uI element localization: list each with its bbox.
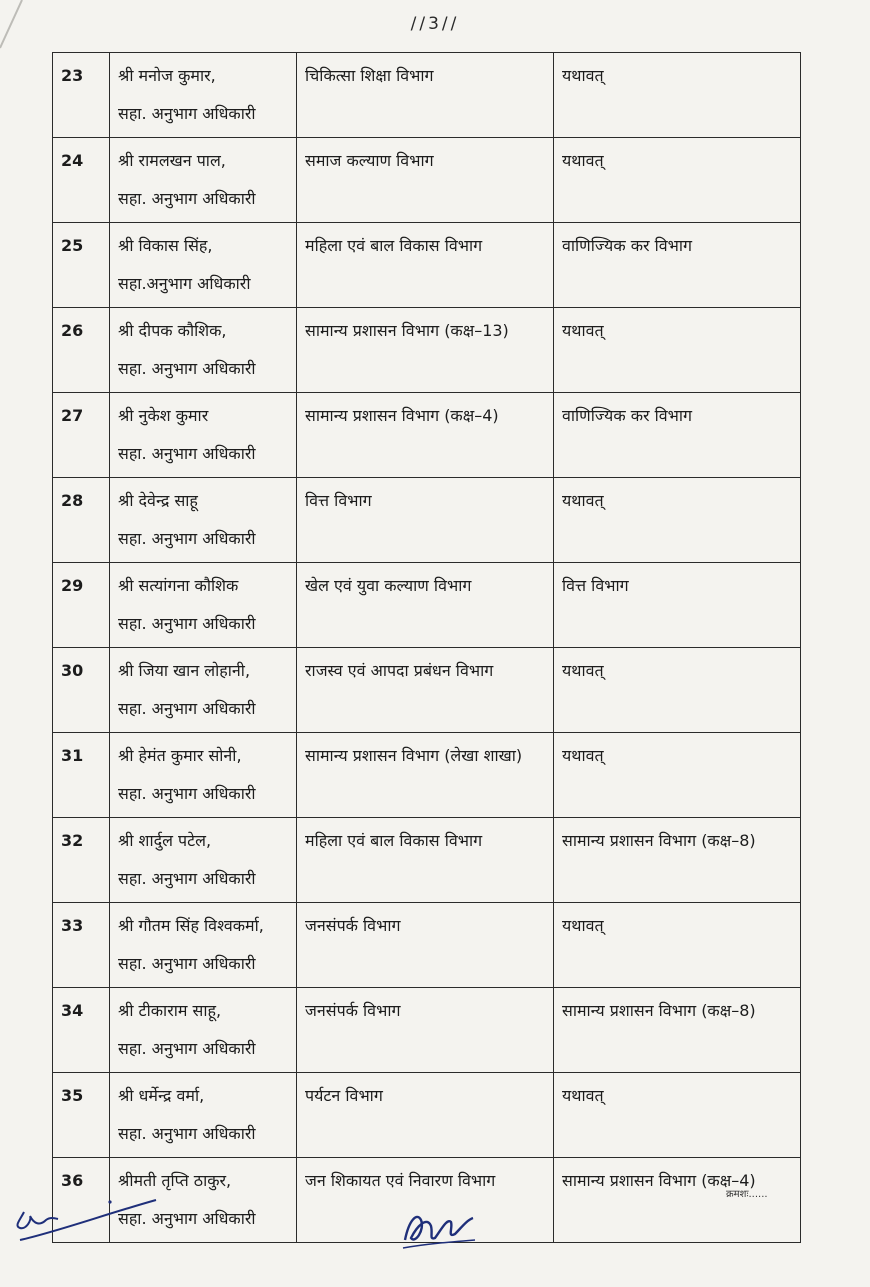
current-department: सामान्य प्रशासन विभाग (कक्ष–13) (297, 308, 554, 393)
posted-department: यथावत् (554, 648, 801, 733)
current-department: राजस्व एवं आपदा प्रबंधन विभाग (297, 648, 554, 733)
serial-number: 25 (53, 223, 110, 308)
officer-cell (110, 648, 297, 733)
current-department: जनसंपर्क विभाग (297, 988, 554, 1073)
officer-cell (110, 818, 297, 903)
serial-number: 36 (53, 1158, 110, 1243)
current-department: जन शिकायत एवं निवारण विभाग (297, 1158, 554, 1243)
officer-designation: सहा. अनुभाग अधिकारी (118, 1039, 256, 1058)
current-department: महिला एवं बाल विकास विभाग (297, 818, 554, 903)
serial-number: 29 (53, 563, 110, 648)
posted-department: सामान्य प्रशासन विभाग (कक्ष–8) (554, 818, 801, 903)
current-department: समाज कल्याण विभाग (297, 138, 554, 223)
serial-number: 23 (53, 53, 110, 138)
current-department: जनसंपर्क विभाग (297, 903, 554, 988)
officer-designation: सहा. अनुभाग अधिकारी (118, 104, 256, 123)
officer-name: श्री नुकेश कुमार (118, 406, 209, 425)
table-row (53, 393, 801, 478)
serial-number: 31 (53, 733, 110, 818)
officer-cell (110, 223, 297, 308)
officer-name: श्री सत्यांगना कौशिक (118, 576, 239, 595)
officer-name: श्री मनोज कुमार, (118, 66, 216, 85)
posted-department: यथावत् (554, 53, 801, 138)
officer-cell (110, 903, 297, 988)
posted-department: यथावत् (554, 478, 801, 563)
table-row (53, 53, 801, 138)
table-row (53, 478, 801, 563)
serial-number: 32 (53, 818, 110, 903)
officer-cell (110, 478, 297, 563)
current-department: खेल एवं युवा कल्याण विभाग (297, 563, 554, 648)
table-row (53, 563, 801, 648)
posted-department: वाणिज्यिक कर विभाग (554, 393, 801, 478)
table-row (53, 648, 801, 733)
officer-designation: सहा. अनुभाग अधिकारी (118, 869, 256, 888)
officer-designation: सहा. अनुभाग अधिकारी (118, 529, 256, 548)
officer-name: श्री धर्मेन्द्र वर्मा, (118, 1086, 205, 1105)
officer-designation: सहा. अनुभाग अधिकारी (118, 699, 256, 718)
signature-center (395, 1200, 485, 1260)
posted-department: यथावत् (554, 903, 801, 988)
officer-cell (110, 1073, 297, 1158)
officer-designation: सहा. अनुभाग अधिकारी (118, 954, 256, 973)
officer-name: श्री देवेन्द्र साहू (118, 491, 198, 510)
serial-number: 24 (53, 138, 110, 223)
table-row (53, 308, 801, 393)
page-number: //3// (410, 14, 460, 34)
officer-cell (110, 563, 297, 648)
table-row (53, 138, 801, 223)
current-department: सामान्य प्रशासन विभाग (लेखा शाखा) (297, 733, 554, 818)
table-row (53, 903, 801, 988)
table-row (53, 733, 801, 818)
officer-name: श्री शार्दुल पटेल, (118, 831, 212, 850)
current-department: चिकित्सा शिक्षा विभाग (297, 53, 554, 138)
officer-name: श्री विकास सिंह, (118, 236, 213, 255)
serial-number: 35 (53, 1073, 110, 1158)
posted-department: सामान्य प्रशासन विभाग (कक्ष–4) (554, 1158, 801, 1243)
serial-number: 34 (53, 988, 110, 1073)
current-department: सामान्य प्रशासन विभाग (कक्ष–4) (297, 393, 554, 478)
officer-name: श्री टीकाराम साहू, (118, 1001, 222, 1020)
officer-designation: सहा. अनुभाग अधिकारी (118, 359, 256, 378)
serial-number: 28 (53, 478, 110, 563)
table-row (53, 988, 801, 1073)
posted-department: वित्त विभाग (554, 563, 801, 648)
table-row (53, 818, 801, 903)
officer-cell (110, 393, 297, 478)
serial-number: 26 (53, 308, 110, 393)
table-row (53, 1073, 801, 1158)
posted-department: सामान्य प्रशासन विभाग (कक्ष–8) (554, 988, 801, 1073)
current-department: महिला एवं बाल विकास विभाग (297, 223, 554, 308)
current-department: वित्त विभाग (297, 478, 554, 563)
transfer-table (52, 52, 801, 1243)
officer-designation: सहा. अनुभाग अधिकारी (118, 1124, 256, 1143)
signature-left (6, 1190, 166, 1255)
table-row (53, 223, 801, 308)
officer-designation: सहा.अनुभाग अधिकारी (118, 274, 251, 293)
officer-cell (110, 988, 297, 1073)
officer-cell (110, 53, 297, 138)
officer-designation: सहा. अनुभाग अधिकारी (118, 614, 256, 633)
officer-name: श्रीमती तृप्ति ठाकुर, (118, 1171, 232, 1190)
officer-cell (110, 138, 297, 223)
posted-department: यथावत् (554, 308, 801, 393)
officer-designation: सहा. अनुभाग अधिकारी (118, 784, 256, 803)
serial-number: 33 (53, 903, 110, 988)
serial-number: 27 (53, 393, 110, 478)
officer-name: श्री हेमंत कुमार सोनी, (118, 746, 242, 765)
officer-name: श्री जिया खान लोहानी, (118, 661, 251, 680)
officer-name: श्री दीपक कौशिक, (118, 321, 227, 340)
officer-name: श्री रामलखन पाल, (118, 151, 226, 170)
officer-designation: सहा. अनुभाग अधिकारी (118, 189, 256, 208)
posted-department: यथावत् (554, 733, 801, 818)
officer-cell (110, 308, 297, 393)
officer-name: श्री गौतम सिंह विश्वकर्मा, (118, 916, 264, 935)
posted-department: यथावत् (554, 1073, 801, 1158)
continued-note: क्रमशः...... (726, 1189, 768, 1200)
posted-department: वाणिज्यिक कर विभाग (554, 223, 801, 308)
officer-designation: सहा. अनुभाग अधिकारी (118, 444, 256, 463)
serial-number: 30 (53, 648, 110, 733)
officer-cell (110, 733, 297, 818)
current-department: पर्यटन विभाग (297, 1073, 554, 1158)
posted-department: यथावत् (554, 138, 801, 223)
officer-designation: सहा. अनुभाग अधिकारी (118, 1209, 256, 1228)
